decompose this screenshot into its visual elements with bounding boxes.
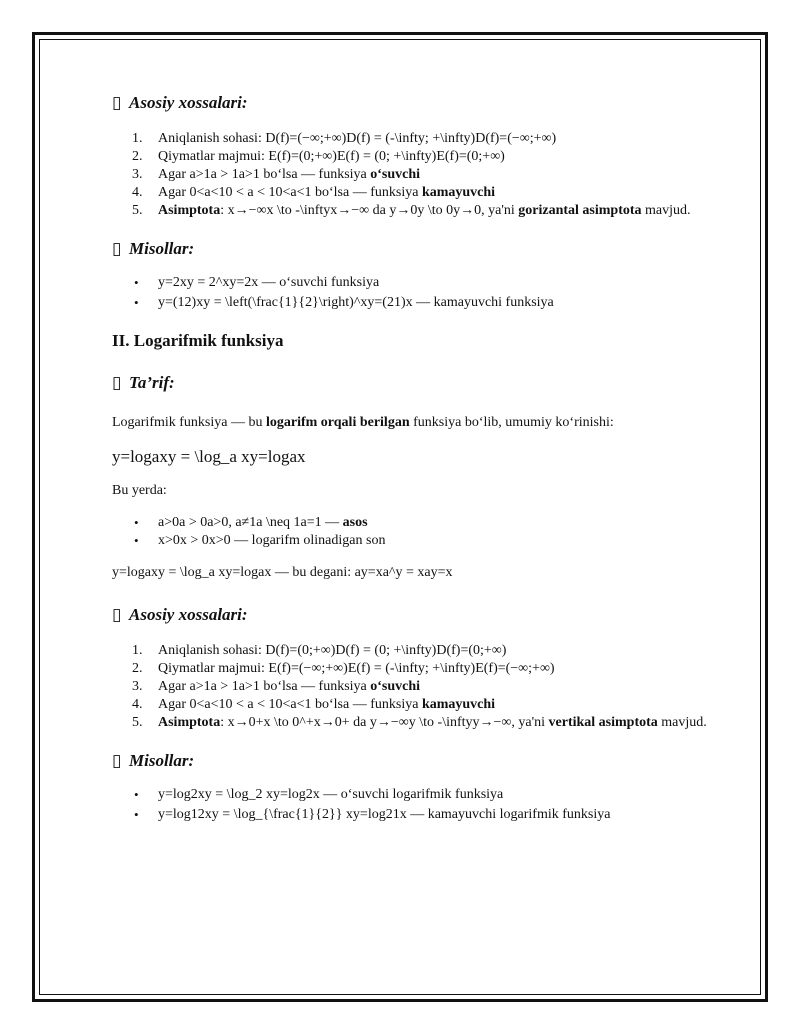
item-number: 2. — [132, 149, 143, 164]
spacer — [112, 264, 732, 274]
meaning-text: y=logaxy = \log_a xy=logax — bu degani: ay=xa^y = xay=x — [112, 565, 453, 580]
property-item — [112, 184, 732, 202]
bold-text: asos — [342, 515, 368, 530]
spacer — [112, 732, 732, 746]
example-text: y=2xy = 2^xy=2x — o‘suvchi funksiya — [158, 275, 380, 290]
property-item — [112, 130, 732, 148]
bold-text: Asimptota — [158, 203, 221, 218]
text-run: funksiya bo‘lib, umumiy ko‘rinishi: — [409, 415, 614, 430]
bullet-icon: • — [134, 807, 139, 822]
example-text: y=log12xy = \log_{\frac{1}{2}} xy=log21x — kamayuvchi logarifmik funksiya — [158, 807, 611, 822]
item-number: 1. — [132, 643, 143, 658]
bold-text: gorizantal asimptota — [518, 203, 642, 218]
item-number: 4. — [132, 697, 143, 712]
bullet-icon: • — [134, 533, 139, 548]
box-glyph-icon: ▯ — [112, 93, 122, 112]
document-content — [112, 74, 732, 826]
condition-item — [112, 532, 732, 550]
condition-item — [112, 514, 732, 532]
bold-text: kamayuvchi — [421, 185, 496, 200]
section-heading: II. Logarifmik funksiya — [112, 331, 284, 350]
example-item — [112, 294, 732, 312]
bold-text: Asimptota — [158, 715, 221, 730]
examples-list-2 — [112, 786, 732, 824]
bullet-icon: • — [134, 515, 139, 530]
bullet-icon: • — [134, 787, 139, 802]
spacer — [112, 314, 732, 326]
spacer — [112, 118, 732, 130]
item-number: 3. — [132, 167, 143, 182]
bullet-icon: • — [134, 295, 139, 310]
text-run: Agar 0<a<10 < a < 10<a<1 bo‘lsa — funksiya — [158, 185, 422, 200]
bullet-icon: • — [134, 275, 139, 290]
example-text: y=log2xy = \log_2 xy=log2x — o‘suvchi logarifmik funksiya — [158, 787, 504, 802]
bold-text: kamayuvchi — [421, 697, 496, 712]
bold-text: vertikal asimptota — [548, 715, 658, 730]
property-item — [112, 714, 732, 732]
item-number: 3. — [132, 679, 143, 694]
spacer — [112, 432, 732, 446]
spacer — [112, 468, 732, 482]
example-item — [112, 806, 732, 824]
spacer — [112, 630, 732, 642]
text-run: : x→0+x \to 0^+x→0+ da y→−∞y \to -\inftyy→−∞, ya'ni — [220, 715, 549, 730]
item-number: 5. — [132, 715, 143, 730]
property-item — [112, 202, 732, 220]
examples-heading-2: ▯ Misollar: — [112, 746, 732, 776]
property-item — [112, 696, 732, 714]
spacer — [112, 500, 732, 514]
box-glyph-icon: ▯ — [112, 373, 122, 392]
text-run: a>0a > 0a>0, a≠1a \neq 1a⁠=1 — — [158, 515, 343, 530]
box-glyph-icon: ▯ — [112, 605, 122, 624]
text-run: Agar a>1a > 1a>1 bo‘lsa — funksiya — [158, 167, 371, 182]
spacer — [112, 356, 732, 368]
property-item — [112, 642, 732, 660]
text-run: Aniqlanish sohasi: D(f)=(−∞;+∞)D(f) = (-\infty; +\infty)D(f)=(−∞;+∞) — [158, 131, 557, 146]
conditions-list — [112, 514, 732, 550]
property-item — [112, 148, 732, 166]
item-number: 4. — [132, 185, 143, 200]
formula-line: y=logaxy = \log_a xy=logax — [112, 447, 306, 466]
here-text: Bu yerda: — [112, 483, 167, 498]
example-text: y=(12)xy = \left(\frac{1}{2}\right)^xy=(21)x — kamayuvchi funksiya — [158, 295, 554, 310]
properties-heading-2: ▯ Asosiy xossalari: — [112, 600, 732, 630]
item-number: 2. — [132, 661, 143, 676]
spacer — [112, 550, 732, 564]
item-number: 1. — [132, 131, 143, 146]
box-glyph-icon: ▯ — [112, 751, 122, 770]
text-run: Qiymatlar majmui: E(f)=(0;+∞)E(f) = (0; +\infty)E(f)=(0;+∞) — [158, 149, 505, 164]
bold-text: o‘suvchi — [370, 679, 421, 694]
definition-heading: ▯ Ta’rif: — [112, 368, 732, 398]
properties-list-1 — [112, 130, 732, 220]
text-run: x>0x > 0x>0 — logarifm olinadigan son — [158, 533, 386, 548]
item-number: 5. — [132, 203, 143, 218]
definition-text — [112, 414, 732, 432]
property-item — [112, 678, 732, 696]
bold-text: logarifm orqali berilgan — [265, 415, 410, 430]
examples-list-1 — [112, 274, 732, 312]
text-run: Agar 0<a<10 < a < 10<a<1 bo‘lsa — funksiya — [158, 697, 422, 712]
text-run: Logarifmik funksiya — bu — [112, 415, 266, 430]
spacer — [112, 398, 732, 414]
spacer — [112, 776, 732, 786]
spacer — [112, 582, 732, 600]
text-run: mavjud. — [641, 203, 691, 218]
example-item — [112, 786, 732, 804]
property-item — [112, 660, 732, 678]
box-glyph-icon: ▯ — [112, 239, 122, 258]
text-run: : x→−∞x \to -\inftyx→−∞ da y→0y \to 0y→0, ya'ni — [220, 203, 519, 218]
properties-list-2 — [112, 642, 732, 732]
text-run: Qiymatlar majmui: E(f)=(−∞;+∞)E(f) = (-\infty; +\infty)E(f)=(−∞;+∞) — [158, 661, 555, 676]
bold-text: o‘suvchi — [370, 167, 421, 182]
text-run: Agar a>1a > 1a>1 bo‘lsa — funksiya — [158, 679, 371, 694]
example-item — [112, 274, 732, 292]
text-run: mavjud. — [657, 715, 707, 730]
property-item — [112, 166, 732, 184]
examples-heading-1: ▯ Misollar: — [112, 234, 732, 264]
text-run: Aniqlanish sohasi: D(f)=(0;+∞)D(f) = (0; +\infty)D(f)=(0;+∞) — [158, 643, 507, 658]
properties-heading-1: ▯ Asosiy xossalari: — [112, 88, 732, 118]
spacer — [112, 220, 732, 234]
